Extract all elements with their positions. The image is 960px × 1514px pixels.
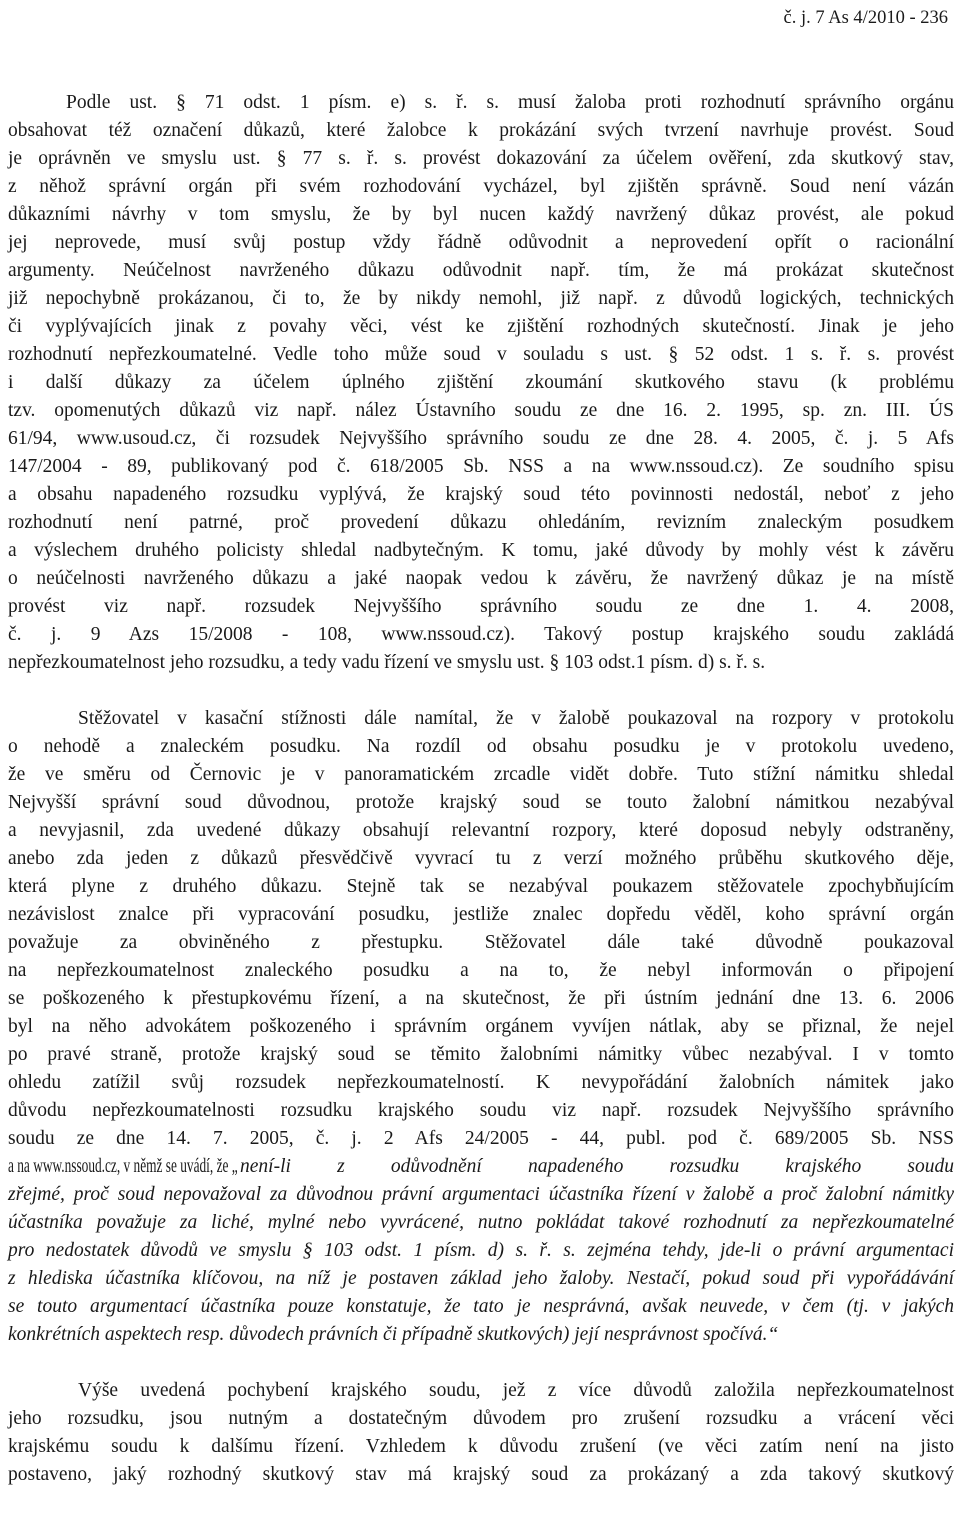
text-line: důvodu nepřezkoumatelnosti rozsudku krajského soudu viz např. rozsudek Nejvyššího správního (8, 1100, 954, 1121)
text-line: z něhož správní orgán při svém rozhodování vycházel, byl zjištěn správně. Soud není vázán (8, 176, 954, 197)
text-line: důkazními návrhy v tom smyslu, že by byl nucen každý navržený důkaz provést, ale pokud (8, 204, 954, 225)
text-line: a na www.nssoud.cz, v němž se uvádí, že „ (8, 1156, 238, 1177)
quote-line: z hlediska účastníka klíčovou, na níž je postaven základ jeho žaloby. Nestačí, pokud soud při vypořádávání (8, 1268, 954, 1289)
text-line: 61/94, www.usoud.cz, či rozsudek Nejvyššího správního soudu ze dne 28. 4. 2005, č. j. 5 Afs (8, 428, 954, 449)
text-line: soudu ze dne 14. 7. 2005, č. j. 2 Afs 24/2005 - 44, publ. pod č. 689/2005 Sb. NSS (8, 1128, 954, 1149)
text-line: jej neprovede, musí svůj postup vždy řádně odůvodnit a neprovedení opřít o racionální (8, 232, 954, 253)
text-line: považuje za obviněného z přestupku. Stěžovatel dále také důvodně poukazoval (8, 932, 954, 953)
text-line: tzv. opomenutých důkazů viz např. nález Ústavního soudu ze dne 16. 2. 1995, sp. zn. III. ÚS (8, 400, 954, 421)
text-line: provést viz např. rozsudek Nejvyššího správního soudu ze dne 1. 4. 2008, (8, 596, 954, 617)
quote-line: účastníka považuje za liché, mylné nebo vyvrácené, nutno pokládat takové rozhodnutí za nepřezkoumatelné (8, 1212, 954, 1233)
text-line: a výslechem druhého policisty shledal nadbytečným. K tomu, jaké důvody by mohly vést k závěru (8, 540, 954, 561)
text-line: a nevyjasnil, zda uvedené důkazy obsahují relevantní rozpory, které doposud nebyly odstraněny, (8, 820, 954, 841)
text-line: anebo zda jeden z důkazů přesvědčivě vyvrací tu z verzí možného průběhu skutkového děje, (8, 848, 954, 869)
text-line: po pravé straně, protože krajský soud se těmito žalobními námitky vůbec nezabýval. I v tomto (8, 1044, 954, 1065)
text-line: argumenty. Neúčelnost navrženého důkazu odůvodnit např. tím, že má prokázat skutečnost (8, 260, 954, 281)
text-line: Stěžovatel v kasační stížnosti dále namítal, že v žalobě poukazoval na rozpory v protokolu (78, 708, 954, 729)
text-line: rozhodnutí není patrné, proč provedení důkazu ohledáním, revizním znaleckým posudkem (8, 512, 954, 533)
text-line: 147/2004 - 89, publikovaný pod č. 618/2005 Sb. NSS a na www.nssoud.cz). Ze soudního spisu (8, 456, 954, 477)
text-line: jeho rozsudku, jsou nutným a dostatečným důvodem pro zrušení rozsudku a vrácení věci (8, 1408, 954, 1429)
quote-line: pro nedostatek důvodů ve smyslu § 103 odst. 1 písm. d) s. ř. s. zejména tehdy, jde-li o právní argumentaci (8, 1240, 954, 1261)
text-line: Nejvyšší správní soud důvodnou, protože krajský soud se touto žalobní námitkou nezabýval (8, 792, 954, 813)
quote-line: se touto argumentací účastníka pouze konstatuje, že tato je nesprávná, avšak neuvede, v čem (tj. v jakých (8, 1296, 954, 1317)
text-line: i další důkazy za účelem úplného zjištění zkoumání skutkového stavu (k problému (8, 372, 954, 393)
text-line: postaveno, jaký rozhodný skutkový stav má krajský soud za prokázaný a zda takový skutkový (8, 1464, 954, 1485)
text-line: že ve směru od Černovic je v panoramatickém zrcadle vidět dobře. Tuto stížní námitku shledal (8, 764, 954, 785)
text-line: již nepochybně prokázanou, či to, že by nikdy nemohl, již např. z důvodů logických, technických (8, 288, 954, 309)
text-line: nezávislost znalce při vypracování posudku, jestliže znalec dopředu věděl, koho správní orgán (8, 904, 954, 925)
case-number: č. j. 7 As 4/2010 - 236 (783, 8, 948, 28)
text-line: která plyne z druhého důkazu. Stejně tak se nezabýval poukazem stěžovatele zpochybňujícím (8, 876, 954, 897)
text-line: a obsahu napadeného rozsudku vyplývá, že krajský soud této povinnosti nedostál, neboť z jeho (8, 484, 954, 505)
text-line: krajskému soudu k dalšímu řízení. Vzhledem k důvodu zrušení (ve věci zatím není na jisto (8, 1436, 954, 1457)
text-line: č. j. 9 Azs 15/2008 - 108, www.nssoud.cz). Takový postup krajského soudu zakládá (8, 624, 954, 645)
quote-line: konkrétních aspektech resp. důvodech právních či případně skutkových) její nesprávnost spočívá.“ (8, 1324, 779, 1345)
text-line: či vyplývajících jinak z povahy věci, vést ke zjištění rozhodných skutečností. Jinak je jeho (8, 316, 954, 337)
text-line: rozhodnutí nepřezkoumatelné. Vedle toho může soud v souladu s ust. § 52 odst. 1 s. ř. s. provést (8, 344, 954, 365)
quote-line: zřejmé, proč soud nepovažoval za důvodnou právní argumentaci účastníka řízení v žalobě a proč žalobní námitky (8, 1184, 954, 1205)
text-line: ohledu zatížil svůj rozsudek nepřezkoumatelností. K nevypořádání žalobních námitek jako (8, 1072, 954, 1093)
text-line: obsahovat též označení důkazů, které žalobce k prokázání svých tvrzení navrhuje provést. Soud (8, 120, 954, 141)
text-line: na nepřezkoumatelnost znaleckého posudku a na to, že nebyl informován o připojení (8, 960, 954, 981)
text-line: o neúčelnosti navrženého důkazu a jaké naopak vedou k závěru, že navržený důkaz je na místě (8, 568, 954, 589)
text-line: Podle ust. § 71 odst. 1 písm. e) s. ř. s. musí žaloba proti rozhodnutí správního orgánu (66, 92, 954, 113)
text-line: o nehodě a znaleckém posudku. Na rozdíl od obsahu posudku je v protokolu uvedeno, (8, 736, 954, 757)
quote-line: není-li z odůvodnění napadeného rozsudku krajského soudu (240, 1156, 954, 1177)
text-line: Výše uvedená pochybení krajského soudu, jež z více důvodů založila nepřezkoumatelnost (78, 1380, 954, 1401)
text-line: se poškozeného k přestupkovému řízení, a na skutečnost, že při ústním jednání dne 13. 6. 2006 (8, 988, 954, 1009)
text-line: nepřezkoumatelnost jeho rozsudku, a tedy vadu řízení ve smyslu ust. § 103 odst.1 písm. d) s. ř. s. (8, 652, 766, 673)
text-line: je oprávněn ve smyslu ust. § 77 s. ř. s. provést dokazování za účelem ověření, zda skutkový stav, (8, 148, 954, 169)
text-line: byl na něho advokátem poškozeného i správním orgánem vyvíjen nátlak, aby se přiznal, že nejel (8, 1016, 954, 1037)
